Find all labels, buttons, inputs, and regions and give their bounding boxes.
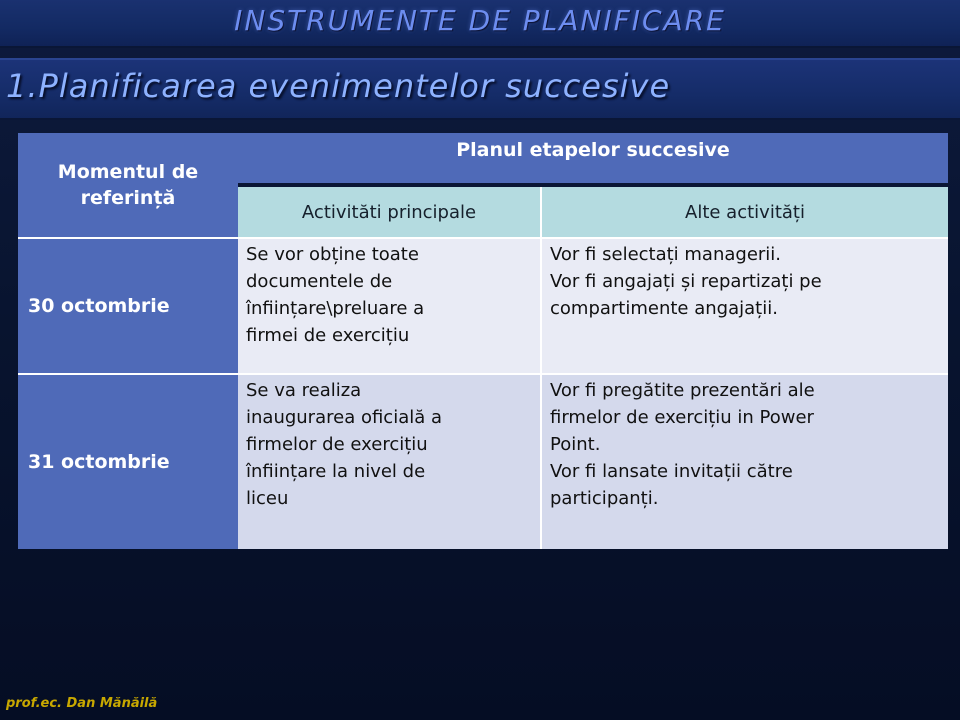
row-2-main-activities bbox=[238, 373, 542, 549]
header-succesive-plan: Planul etapelor succesive bbox=[238, 133, 948, 183]
row-1-main-activities bbox=[238, 237, 542, 373]
row-date-1: 30 octombrie bbox=[18, 237, 238, 373]
text-line: firmelor de exercițiu in Power bbox=[550, 407, 814, 428]
text-line: inaugurarea oficială a bbox=[246, 407, 443, 428]
row-date-2: 31 octombrie bbox=[18, 373, 238, 549]
text-line: Point. bbox=[550, 434, 601, 455]
text-line: firmelor de exercițiu bbox=[246, 434, 428, 455]
text-line: liceu bbox=[246, 488, 289, 509]
text-line: Vor fi selectați managerii. bbox=[550, 244, 782, 265]
text-line: Se vor obține toate bbox=[246, 244, 419, 265]
text-line: participanți. bbox=[550, 488, 659, 509]
planning-table bbox=[18, 133, 948, 549]
subtitle-bar bbox=[0, 58, 960, 120]
text-line: documentele de bbox=[246, 271, 393, 292]
row-1-other-activities bbox=[542, 237, 948, 373]
slide-subtitle: 1.Planificarea evenimentelor succesive bbox=[6, 67, 671, 105]
slide-title: INSTRUMENTE DE PLANIFICARE bbox=[234, 4, 726, 37]
title-bar bbox=[0, 0, 960, 48]
header-reference-moment: Momentul de referință bbox=[18, 133, 238, 237]
author-footer: prof.ec. Dan Mănăilă bbox=[6, 696, 158, 711]
text-line: Vor fi angajați și repartizați pe bbox=[550, 271, 822, 292]
row-2-other-activities bbox=[542, 373, 948, 549]
text-line: firmei de exercițiu bbox=[246, 325, 410, 346]
header-main-activities: Activităti principale bbox=[238, 187, 542, 237]
text-line: Se va realiza bbox=[246, 380, 362, 401]
text-line: înființare la nivel de bbox=[246, 461, 426, 482]
text-line: compartimente angajații. bbox=[550, 298, 778, 319]
text-line: înființare\preluare a bbox=[246, 298, 425, 319]
text-line: Vor fi lansate invitații către bbox=[550, 461, 793, 482]
text-line: Vor fi pregătite prezentări ale bbox=[550, 380, 815, 401]
header-other-activities: Alte activități bbox=[542, 187, 948, 237]
